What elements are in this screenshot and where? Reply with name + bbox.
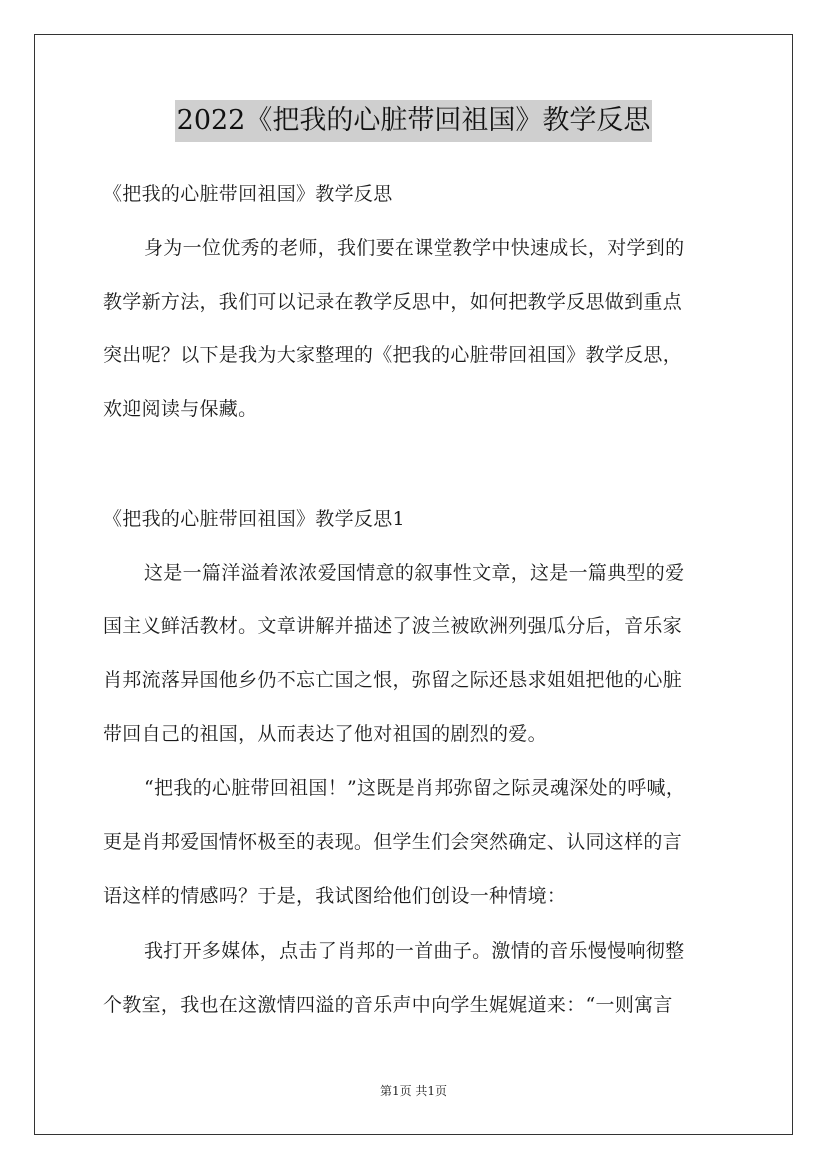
para1-line-2: 国主义鲜活教材。文章讲解并描述了波兰被欧洲列强瓜分后，音乐家 xyxy=(103,615,683,637)
section-heading: 《把我的心脏带回祖国》教学反思1 xyxy=(103,508,405,530)
subtitle: 《把我的心脏带回祖国》教学反思 xyxy=(103,183,393,205)
document-title: 2022《把我的心脏带回祖国》教学反思 xyxy=(175,100,653,142)
para2-line-2: 更是肖邦爱国情怀极至的表现。但学生们会突然确定、认同这样的言 xyxy=(103,831,683,853)
para1-line-3: 肖邦流落异国他乡仍不忘亡国之恨，弥留之际还恳求姐姐把他的心脏 xyxy=(103,669,683,691)
intro-line-3: 突出呢？以下是我为大家整理的《把我的心脏带回祖国》教学反思， xyxy=(103,344,683,366)
intro-line-4: 欢迎阅读与保藏。 xyxy=(103,398,258,420)
intro-line-2: 教学新方法，我们可以记录在教学反思中，如何把教学反思做到重点 xyxy=(103,291,683,313)
para2-line-1: “把我的心脏带回祖国！”这既是肖邦弥留之际灵魂深处的呼喊， xyxy=(144,777,686,799)
para1-line-4: 带回自己的祖国，从而表达了他对祖国的剧烈的爱。 xyxy=(103,723,547,745)
para1-line-1: 这是一篇洋溢着浓浓爱国情意的叙事性文章，这是一篇典型的爱 xyxy=(144,562,685,584)
document-title-wrap xyxy=(0,100,827,142)
para3-line-2: 个教室，我也在这激情四溢的音乐声中向学生娓娓道来：“一则寓言 xyxy=(103,994,673,1016)
page-footer: 第1页 共1页 xyxy=(379,1084,448,1098)
intro-line-1: 身为一位优秀的老师，我们要在课堂教学中快速成长，对学到的 xyxy=(144,237,685,259)
para2-line-3: 语这样的情感吗？于是，我试图给他们创设一种情境： xyxy=(103,885,567,907)
para3-line-1: 我打开多媒体，点击了肖邦的一首曲子。激情的音乐慢慢响彻整 xyxy=(144,940,685,962)
